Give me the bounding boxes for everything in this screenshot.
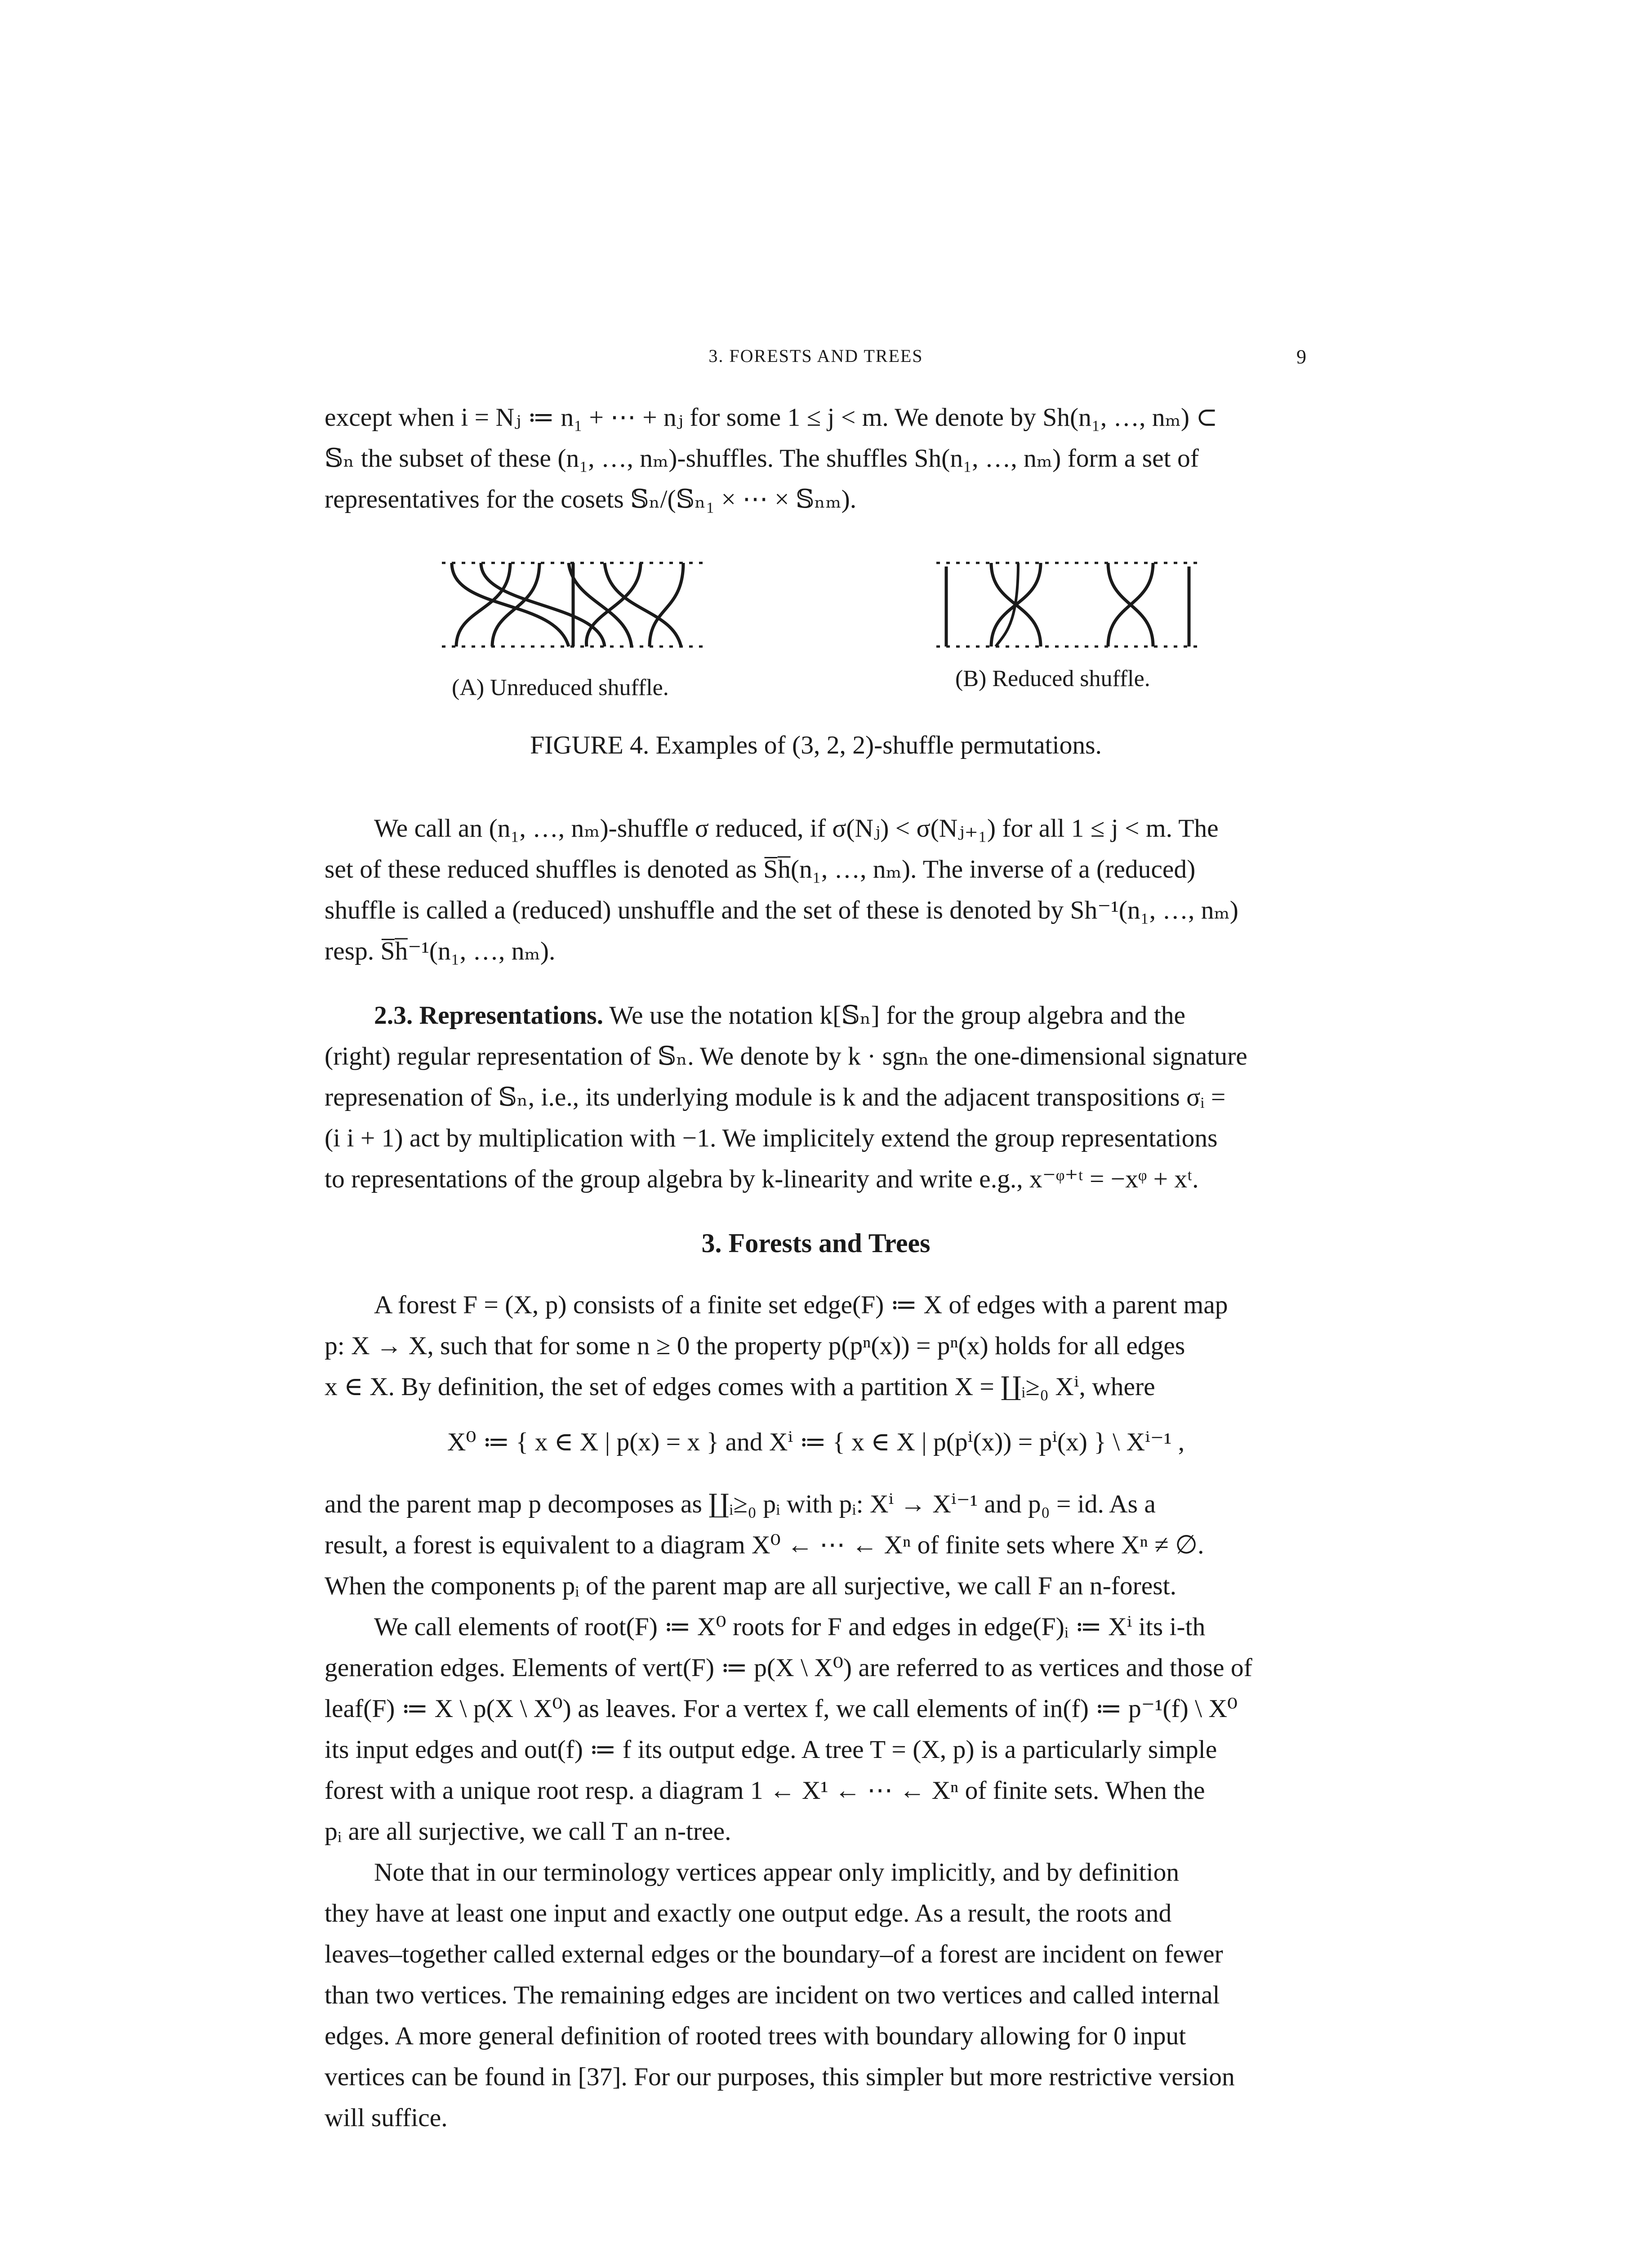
section-title: 3. Forests and Trees [701, 1228, 931, 1258]
caption-b: (B) Reduced shuffle. [955, 666, 1150, 691]
forest-continuation [325, 1484, 1307, 2138]
forest-line: p: X → X, such that for some n ≥ 0 the property p(pⁿ(x)) = pⁿ(x) holds for all edges [325, 1332, 1185, 1360]
representations-paragraph [325, 995, 1307, 1200]
note-line: will suffice. [325, 2104, 448, 2132]
representations-line: (i i + 1) act by multiplication with −1. We implicitely extend the group representations [325, 1124, 1218, 1152]
page-header [325, 345, 1307, 372]
display-equation: X⁰ ≔ { x ∈ X | p(x) = x } and Xⁱ ≔ { x ∈ X | p(pⁱ(x)) = pⁱ(x) } \ Xⁱ⁻¹ , [447, 1428, 1185, 1456]
forest-line: A forest F = (X, p) consists of a finite set edge(F) ≔ X of edges with a parent map [374, 1291, 1228, 1319]
forest-line: and the parent map p decomposes as ∐ᵢ≥₀ pᵢ with pᵢ: Xⁱ → Xⁱ⁻¹ and p₀ = id. As a [325, 1490, 1156, 1518]
intro-line: except when i = Nⱼ ≔ n₁ + ⋯ + nⱼ for some 1 ≤ j < m. We denote by Sh(n₁, …, nₘ) ⊂ [325, 403, 1218, 432]
roots-line: forest with a unique root resp. a diagram 1 ← X¹ ← ⋯ ← Xⁿ of finite sets. When the [325, 1776, 1205, 1805]
representations-heading: 2.3. Representations. [374, 1001, 604, 1030]
representations-text: We use the notation k[𝕊ₙ] for the group algebra and the [609, 1001, 1186, 1030]
note-line: they have at least one input and exactly one output edge. As a result, the roots and [325, 1899, 1172, 1927]
forest-line: x ∈ X. By definition, the set of edges comes with a partition X = ∐ᵢ≥₀ Xⁱ, where [325, 1373, 1155, 1401]
reduced-paragraph [325, 808, 1307, 972]
figure-unreduced-shuffle [438, 558, 708, 652]
roots-line: generation edges. Elements of vert(F) ≔ p(X \ X⁰) are referred to as vertices and those of [325, 1654, 1252, 1682]
note-line: edges. A more general definition of rooted trees with boundary allowing for 0 input [325, 2022, 1186, 2050]
representations-line: represenation of 𝕊ₙ, i.e., its underlying module is k and the adjacent transpositions σᵢ = [325, 1083, 1226, 1111]
representations-line: (right) regular representation of 𝕊ₙ. We denote by k · sgnₙ the one-dimensional signature [325, 1042, 1247, 1070]
running-title: 3. FORESTS AND TREES [708, 346, 923, 366]
representations-line [325, 995, 1307, 1036]
roots-line: leaf(F) ≔ X \ p(X \ X⁰) as leaves. For a vertex f, we call elements of in(f) ≔ p⁻¹(f) \ X⁰ [325, 1695, 1238, 1723]
forest-paragraph [325, 1285, 1307, 1407]
forest-line: result, a forest is equivalent to a diagram X⁰ ← ⋯ ← Xⁿ of finite sets where Xⁿ ≠ ∅. [325, 1531, 1204, 1559]
intro-line: 𝕊ₙ the subset of these (n₁, …, nₘ)-shuffles. The shuffles Sh(n₁, …, nₘ) form a set of [325, 444, 1199, 473]
note-line: vertices can be found in [37]. For our purposes, this simpler but more restrictive version [325, 2063, 1235, 2091]
figure-reduced-shuffle [933, 558, 1202, 652]
figure-title: FIGURE 4. Examples of (3, 2, 2)-shuffle permutations. [530, 731, 1102, 759]
reduced-line: We call an (n₁, …, nₘ)-shuffle σ reduced, if σ(Nⱼ) < σ(Nⱼ₊₁) for all 1 ≤ j < m. The [374, 814, 1219, 843]
page-number: 9 [1296, 346, 1307, 368]
note-line: Note that in our terminology vertices appear only implicitly, and by definition [374, 1858, 1180, 1887]
note-line: than two vertices. The remaining edges are incident on two vertices and called internal [325, 1981, 1220, 2009]
roots-line: We call elements of root(F) ≔ X⁰ roots for F and edges in edge(F)ᵢ ≔ Xⁱ its i-th [374, 1613, 1206, 1641]
forest-line: When the components pᵢ of the parent map are all surjective, we call F an n-forest. [325, 1572, 1177, 1600]
reduced-line: shuffle is called a (reduced) unshuffle and the set of these is denoted by Sh⁻¹(n₁, …, nₘ) [325, 896, 1238, 924]
representations-line: to representations of the group algebra by k-linearity and write e.g., x⁻ᵠ⁺ᵗ = −xᵠ + xᵗ. [325, 1165, 1199, 1193]
caption-a: (A) Unreduced shuffle. [452, 675, 669, 700]
roots-line: pᵢ are all surjective, we call T an n-tree. [325, 1817, 731, 1846]
reduced-line: resp. S̅h̅⁻¹(n₁, …, nₘ). [325, 937, 556, 965]
reduced-line: set of these reduced shuffles is denoted as S̅h̅(n₁, …, nₘ). The inverse of a (reduced) [325, 855, 1196, 883]
intro-paragraph [325, 397, 1307, 520]
note-line: leaves–together called external edges or the boundary–of a forest are incident on fewer [325, 1940, 1223, 1968]
roots-line: its input edges and out(f) ≔ f its output edge. A tree T = (X, p) is a particularly simple [325, 1735, 1217, 1764]
intro-line: representatives for the cosets 𝕊ₙ/(𝕊ₙ₁ × ⋯ × 𝕊ₙₘ). [325, 485, 857, 513]
